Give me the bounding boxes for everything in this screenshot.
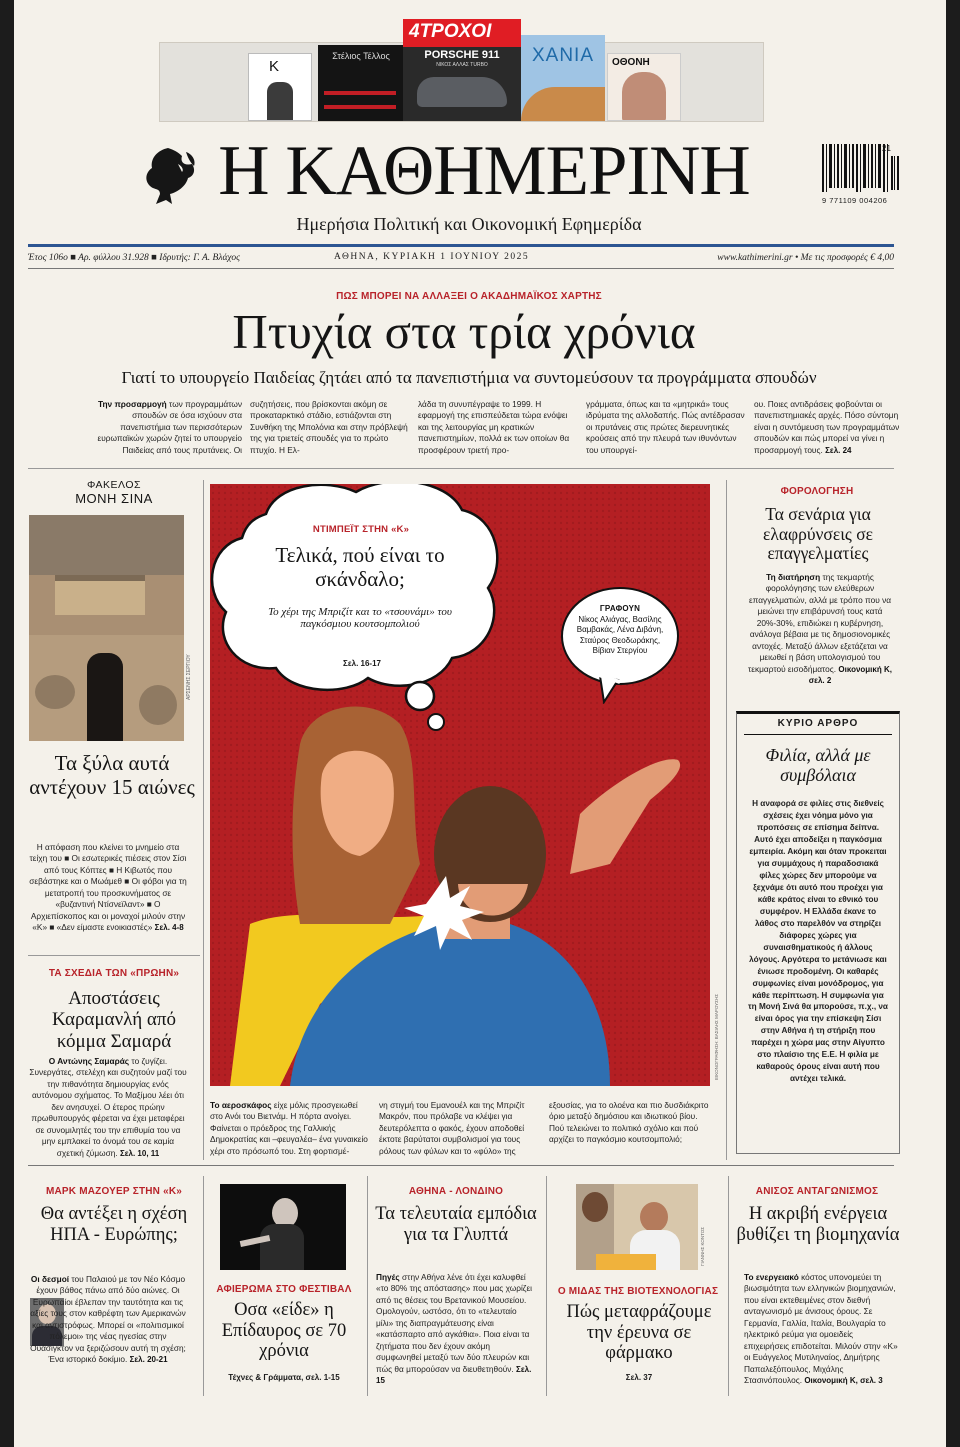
sinai-photo-credit: ΑΡΣΕΝΗΣ ΣΕΡΓΙΟΥ (186, 654, 192, 700)
biotech-photo-credit: ΓΙΑΝΝΗΣ ΚΟΝΤΟΣ (700, 1226, 705, 1266)
debate-ref[interactable]: Σελ. 16-17 (343, 659, 381, 668)
debate-illustration (210, 484, 710, 1086)
prosi-body-lead: Ο Αντώνης Σαμαράς (48, 1056, 130, 1066)
othoni-cover[interactable] (607, 53, 681, 121)
lead-col1-lead: Την προσαρμογή (98, 399, 167, 409)
divider (726, 480, 727, 1160)
debate-col-3: εξουσίας, για το ολοένα και πιο δυσδιάκριτο όριο μεταξύ δημόσιου και ιδιωτικού βίου. Πού τελειώνει το πολιτικό σχόλιο και πού αρχίζει το παγκόσμιο κουτσομπολιό; (549, 1100, 709, 1145)
tax-ref[interactable]: Οικονομική Κ, σελ. 2 (808, 664, 892, 685)
lead-col1-text: των προγραμμάτων σπουδών σε όσα ισχύουν στα πανεπιστήμια των περισσότερων ευρωπαϊκών χωρών ζητεί το υπουργείο Παιδείας από τους πρυτάνεις. Οι (97, 399, 242, 455)
masthead-title: Η ΚΑΘΗΜΕΡΙΝΗ (218, 132, 750, 210)
othoni-title: ΟΘΟΝΗ (612, 57, 650, 68)
date-line: ΑΘΗΝΑ, ΚΥΡΙΑΚΗ 1 ΙΟΥΝΙΟΥ 2025 (334, 252, 530, 262)
industry-headline[interactable]: Η ακριβή ενέργεια βυθίζει τη βιομηχανία (736, 1204, 900, 1245)
debate-col-2: νη στιγμή του Εμανουέλ και της Μπριζίτ Μακρόν, που πρόλαβε να κλέψει για δευτερόλεπτα ο φακός, έχουν αποδοθεί έκτοτε βαρύτατοι συμβολισμοί για τους ρόλους των φύλων και το «φύλο» της (379, 1100, 525, 1156)
tetrotroxoi-cover[interactable] (403, 19, 521, 121)
lead-col-2: συζητήσεις, που βρίσκονται ακόμη σε προκαταρκτικό στάδιο, εστιάζονται στη Συνθήκη της Μπολόνια και στην πρόβλεψή της για τριετείς σπουδές για το πρώτο πτυχίο. Η Ελ- (250, 399, 408, 455)
price-info: www.kathimerini.gr • Με τις προσφορές € 4,00 (717, 253, 894, 263)
k-magazine-portrait (267, 82, 293, 120)
debate-col-1 (210, 1100, 370, 1157)
lead-headline[interactable]: Πτυχία στα τρία χρόνια (232, 304, 696, 359)
mazower-ref[interactable]: Σελ. 20-21 (129, 1355, 168, 1365)
london-ref[interactable]: Σελ. 15 (376, 1364, 532, 1385)
sinai-body (28, 842, 188, 934)
lead-col5-text: ου. Ποιες αντιδράσεις φοβούνται οι πανεπιστημιακές αρχές. Πόσο σύντομη είναι η συντόμευση των προγραμμάτων σπουδών και πώς μπορεί να γίνει η προσαρμογή τους. (754, 399, 900, 455)
lead-deck: Γιατί το υπουργείο Παιδείας ζητάει από τα πανεπιστήμια να συντομεύσουν τα προγράμματα σπουδών (121, 368, 817, 387)
industry-body-text: κόστος υπονομεύει τη βιωσιμότητα των ελληνικών βιομηχανιών, που είναι εκτεθειμένες στον διεθνή ανταγωνισμό με άνισους όρους. Σε Γερμανία, Γαλλία, Ιταλία, Βουλγαρία το ηλεκτρικό ρεύμα για ομοειδείς επιχειρήσεις επιδοτείται. Μιλούν στην «Κ» οι Ευάγγελος Μυτιληναίος, Δημήτρης Παπαλεξόπουλος, Μιχάλης Στασινόπουλος. (744, 1272, 898, 1385)
prosi-headline[interactable]: Αποστάσεις Καραμανλή από κόμμα Σαμαρά (52, 988, 176, 1052)
sinai-body-text: Η απόφαση που κλείνει το μνημείο στα τείχη του ■ Οι εσωτερικές πιέσεις στον Σίσι από τους Κόπτες ■ Η Κιβωτός που σεβάστηκε και ο Μωάμεθ ■ Οι φόβοι για τη μετατροπή του προσκυνήματος σε «βυζαντινή Ντίσνεϊλαντ» ■ Ο Αρχιεπίσκοπος και οι μοναχοί μιλούν στην «Κ» ■ «Δεν είμαστε ενοικιαστές» (29, 842, 187, 933)
festival-kicker: ΑΦΙΕΡΩΜΑ ΣΤΟ ΦΕΣΤΙΒΑΛ (216, 1284, 352, 1295)
prosi-body-text: το ζυγίζει. Συνεργάτες, στελέχη και συζητούν μαζί του την πιθανότητα δημιουργίας ενός αυτόνομου σχήματος. Το Μαξίμου λέει ότι δεν ανησυχεί. Ο έτερος πρώην πρωθυπουργός φέρεται να έχει μεταφέρει σε συνομιλητές του την επιθυμία του να μην εμπλακεί το όνομά του σε καμία σχετική ζύμωση. (29, 1056, 187, 1158)
mazower-headline[interactable]: Θα αντέξει η σχέση ΗΠΑ - Ευρώπης; (40, 1204, 188, 1245)
london-body-lead: Πηγές (376, 1272, 400, 1282)
festival-ref[interactable]: Τέχνες & Γράμματα, σελ. 1-15 (228, 1373, 340, 1382)
k-magazine-cover[interactable] (248, 53, 312, 121)
debate-sub: Το χέρι της Μπριζίτ και το «τσουνάμι» του παγκόσμιου κουτσομπολιού (268, 606, 452, 631)
lead-col-5 (754, 399, 904, 456)
barcode-number: 9 771109 004206 (822, 196, 888, 205)
divider (728, 1176, 729, 1396)
biotech-ref[interactable]: Σελ. 37 (625, 1373, 653, 1382)
mazower-body (28, 1274, 188, 1366)
biotech-photo (576, 1184, 698, 1270)
debate-body1-text: είχε μόλις προσγειωθεί στο Ανόι του Βιετνάμ. Η πόρτα ανοίγει. Φαίνεται ο πρόεδρος της Γαλλικής Δημοκρατίας και –φευγαλέα– ένα γυναικείο χέρι στο πρόσωπό του. Στη φορτισμέ- (210, 1100, 368, 1156)
divider (744, 734, 892, 735)
k-magazine-label: K (269, 58, 280, 75)
sinai-kicker-2: ΜΟΝΗ ΣΙΝΑ (75, 491, 153, 506)
lead-col-1 (82, 399, 242, 456)
writers-label: ΓΡΑΦΟΥΝ (599, 604, 641, 613)
biotech-headline[interactable]: Πώς μεταφράζουμε την έρευνα σε φάρμακο (566, 1302, 712, 1364)
lead-kicker: ΠΩΣ ΜΠΟΡΕΙ ΝΑ ΑΛΛΑΞΕΙ Ο ΑΚΑΔΗΜΑΪΚΟΣ ΧΑΡΤΗΣ (336, 291, 602, 302)
actress-portrait (622, 72, 666, 121)
editorial-body: Η αναφορά σε φιλίες στις διεθνείς σχέσεις έχει νόημα μόνο για προπόσεις σε επίσημα δείπνα. Αυτό έχει αποδείξει η παγκόσμια εμπειρία. Ακόμη και όταν προκειται για συμμάχους ή παραδοσιακά φίλες χώρες δεν μπορούμε να ξεχνάμε ότι αυτό που προέχει για κάθε κράτος είναι το εθνικό του συμφέρον. Η Ελλάδα έκανε το λάθος στο παρελθόν να στηρίζει διάφορες χώρες για συναισθηματικούς ή άλλους λόγους. Αργότερα το μετάνιωσε και ένιωσε προδομένη. Οι καθαρές συμφωνίες είναι μονόδρομος, για κάθε περίπτωση. Η συμφωνία για τη Μονή Σινά θα μπορούσε, π.χ., να είναι όρος για την επίσκεψη Σίσι στην Αθήνα ή τη στήριξη που παρέχει η χώρα μας στην Αίγυπτο στο πλαίσιο της Ε.Ε. Η φιλία με καθαρούς όρους είναι αυτή που αντέχει τελικά. (748, 799, 888, 1084)
story-book-title: Στέλιος Τέλλος (332, 51, 390, 61)
masthead-rule (28, 244, 894, 247)
london-headline[interactable]: Τα τελευταία εμπόδια για τα Γλυπτά (375, 1204, 537, 1245)
sinai-photo (29, 515, 184, 741)
sinai-ref[interactable]: Σελ. 4-8 (154, 923, 184, 933)
tetrotroxoi-headline: PORSCHE 911 (424, 49, 500, 61)
london-kicker: ΑΘΗΝΑ - ΛΟΝΔΙΝΟ (408, 1186, 504, 1197)
debate-headline[interactable]: Τελικά, πού είναι το σκάνδαλο; (275, 543, 445, 591)
newspaper-front-page (14, 0, 946, 1447)
tax-body (744, 572, 896, 686)
prosi-kicker: ΤΑ ΣΧΕΔΙΑ ΤΩΝ «ΠΡΩΗΝ» (48, 968, 180, 979)
landscape-image (521, 87, 605, 121)
industry-body (744, 1272, 898, 1386)
festival-headline[interactable]: Οσα «είδε» η Επίδαυρος σε 70 χρόνια (221, 1300, 347, 1362)
divider (203, 1176, 204, 1396)
story-book-cover[interactable] (318, 45, 403, 121)
prosi-ref[interactable]: Σελ. 10, 11 (119, 1148, 160, 1158)
writers-list: Νίκος Αλιάγας, Βασίλης Βαμβακάς, Λένα Διβάνη, Σταύρος Θεοδωράκης, Βίβιαν Στεργίου (576, 615, 664, 656)
mazower-body-lead: Οι δεσμοί (30, 1274, 70, 1284)
divider (546, 1176, 547, 1396)
sinai-headline[interactable]: Τα ξύλα αυτά αντέχουν 15 αιώνες (29, 751, 195, 799)
divider (28, 1165, 894, 1166)
tax-body-lead: Τη διατήρηση (766, 572, 821, 582)
mazower-kicker: ΜΑΡΚ ΜΑΖΟΥΕΡ ΣΤΗΝ «Κ» (45, 1186, 183, 1197)
london-body-text: στην Αθήνα λένε ότι έχει καλυφθεί «το 80% της απόστασης» που μας χωρίζει από τις θέσεις του Βρετανικού Μουσείου. Ομολογούν, ωστόσο, ότι το «τελευταίο μίλι» της διαπραγμάτευσης είναι «κατάσπαρτο από αγκάθια». Ποια είναι τα ζητήματα που δεν έχουν ακόμη συμφωνηθεί μεταξύ των δύο πλευρών και πώς θα μπορούσαν να διευθετηθούν. (376, 1272, 532, 1374)
mazower-body-text: του Παλαιού με τον Νέο Κόσμο έχουν βάθος πάνω από δύο αιώνες. Οι Ευρωπαίοι έβλεπαν την ταυτότητα και τις αξίες τους στον καθρέφτη των Αμερικανών και αντιστρόφως. Μπορεί οι «πολιτισμικοί πόλεμοι» της νέας ηγεσίας στην Ουάσιγκτον να ξεριζώσουν αυτή τη σχέση; Ένα ιστορικό δοκίμιο. (30, 1274, 186, 1365)
festival-photo (220, 1184, 346, 1270)
editorial-headline[interactable]: Φιλία, αλλά με συμβόλαια (765, 745, 871, 786)
xania-title: ΧΑΝΙΑ (531, 45, 595, 66)
tax-headline[interactable]: Τα σενάρια για ελαφρύνσεις σε επαγγελματίες (763, 504, 873, 564)
barcode-issue: 21 (882, 144, 891, 153)
tax-body-text: της τεκμαρτής φορολόγησης των ελεύθερων επαγγελματιών, αλλά με τρόπο που να μειώνει την επιβάρυνσή τους κατά 20%-30%, επιδιώκει η κυβέρνηση, ανάλογα βέβαια με τις δημοσιονομικές αντοχές. Μεταξύ άλλων εξετάζεται να μειωθεί η βάση υπολογισμού του τεκμαρτού εισοδήματος. (748, 572, 892, 674)
divider (28, 468, 894, 469)
divider (28, 268, 894, 269)
info-bar (28, 251, 894, 267)
tetrotroxoi-sub: ΝΙΚΟΣ ΑΛΛΑΣ TURBO (436, 62, 488, 68)
xania-cover[interactable] (521, 35, 605, 121)
lead-col-4: γράμματα, όπως και τα «μητρικά» τους ιδρύματα της αλλοδαπής. Πώς αντέδρασαν οι πρυτάνεις στις πρώτες διερευνητικές κρούσεις από την πλευρά των ιθυνόντων του υπουργεί- (586, 399, 745, 455)
debate-kicker: ΝΤΙΜΠΕΪΤ ΣΤΗΝ «Κ» (312, 524, 410, 535)
biotech-kicker: Ο ΜΙΔΑΣ ΤΗΣ ΒΙΟΤΕΧΝΟΛΟΓΙΑΣ (557, 1286, 719, 1297)
industry-body-lead: Το ενεργειακό (744, 1272, 799, 1282)
red-stripe (324, 105, 396, 109)
supplements-strip (159, 21, 764, 122)
red-stripe (324, 91, 396, 95)
tetrotroxoi-brand: 4ΤΡΟΧΟΙ (409, 21, 492, 42)
griffin-logo-icon (138, 142, 200, 208)
issue-info: Έτος 106ο ■ Αρ. φύλλου 31.928 ■ Ιδρυτής: Γ. Α. Βλάχος (28, 253, 241, 263)
prosi-body (28, 1056, 188, 1159)
industry-ref[interactable]: Οικονομική Κ, σελ. 3 (804, 1375, 883, 1385)
tax-kicker: ΦΟΡΟΛΟΓΗΣΗ (780, 486, 854, 497)
divider (367, 1176, 368, 1396)
debate-body-lead: Το αεροσκάφος (210, 1100, 272, 1110)
lead-col-3: λάδα τη συνυπέγραψε το 1999. Η εφαρμογή της επισπεύδεται τώρα ενόψει και της λειτουργίας μη κρατικών πανεπιστημίων, πολλά εκ των οποίων θα προσφέρουν τριετή προ- (418, 399, 570, 455)
illustration-credit: ΕΙΚΟΝΟΓΡΑΦΗΣΗ: ΒΑΣΙΛΗΣ ΜΑΡΟΥΣΗΣ (714, 994, 719, 1080)
divider (28, 955, 200, 956)
sinai-kicker: ΦΑΚΕΛΟΣ (86, 479, 142, 491)
car-image (417, 77, 507, 107)
masthead-subtitle: Ημερήσια Πολιτική και Οικονομική Εφημερίδα (296, 214, 642, 234)
lead-ref[interactable]: Σελ. 24 (825, 445, 852, 455)
editorial-kicker: ΚΥΡΙΟ ΑΡΘΡΟ (777, 718, 859, 729)
divider (203, 480, 204, 1160)
industry-kicker: ΑΝΙΣΟΣ ΑΝΤΑΓΩΝΙΣΜΟΣ (755, 1186, 879, 1197)
london-body (376, 1272, 536, 1386)
